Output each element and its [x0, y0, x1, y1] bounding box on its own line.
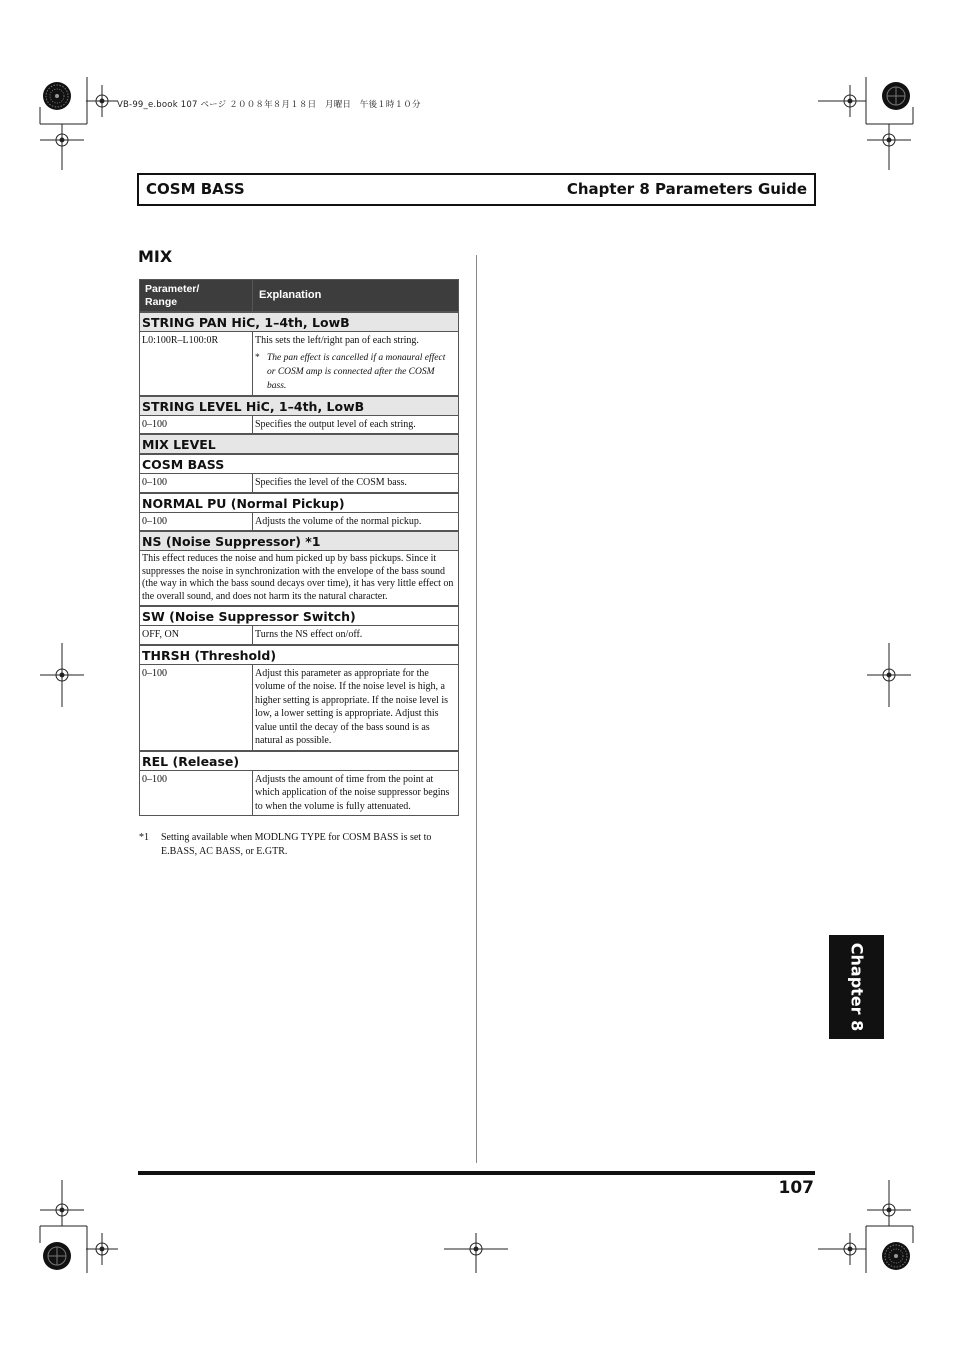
column-header-explanation: Explanation: [253, 280, 459, 313]
table-row: [140, 770, 459, 816]
caution-note: [255, 351, 456, 393]
explanation-cell: Adjusts the amount of time from the point at which application of the noise suppressor begins to when the volume is fully attenuated.: [253, 770, 459, 816]
running-header: [137, 173, 816, 206]
table-row: [140, 474, 459, 493]
section-title: MIX: [138, 247, 173, 266]
registration-mark: [818, 1233, 866, 1265]
parameter-heading-row: [140, 396, 459, 416]
footnote: [139, 831, 459, 859]
range-cell: L0:100R–L100:0R: [140, 332, 253, 396]
parameter-table: [139, 279, 459, 816]
explanation-cell: Specifies the output level of each string.: [253, 415, 459, 434]
chapter-tab: [829, 935, 884, 1039]
footnote-text: Setting available when MODLNG TYPE for COSM BASS is set to E.BASS, AC BASS, or E.GTR.: [161, 832, 432, 857]
registration-mark: [86, 1233, 118, 1265]
parameter-heading-row: [140, 751, 459, 771]
parameter-name: NORMAL PU (Normal Pickup): [140, 493, 459, 513]
range-cell: 0–100: [140, 474, 253, 493]
description-cell: This effect reduces the noise and hum picked up by bass pickups. Since it suppresses the noise in synchronization with the envelope of the bass sound (the way in which the bass sound decays over time), it has very little effect on the overall sound, and does not harm its the natural character.: [140, 551, 459, 607]
range-cell: 0–100: [140, 664, 253, 751]
registration-mark: [40, 124, 84, 170]
registration-mark: [444, 1233, 508, 1273]
parameter-name: COSM BASS: [140, 454, 459, 474]
parameter-name: SW (Noise Suppressor Switch): [140, 606, 459, 626]
parameter-name: STRING PAN HiC, 1–4th, LowB: [140, 312, 459, 332]
registration-mark: [40, 1180, 84, 1226]
table-row: [140, 551, 459, 607]
parameter-name: MIX LEVEL: [140, 434, 459, 454]
parameter-heading-row: [140, 606, 459, 626]
column-divider: [476, 255, 477, 1163]
range-cell: OFF, ON: [140, 626, 253, 645]
parameter-heading-row: [140, 454, 459, 474]
explanation-cell: Adjust this parameter as appropriate for the volume of the noise. If the noise level is high, a higher setting is appropriate. If the noise level is low, a lower setting is appropriate. Adjust this value until the decay of the bass sound is as natural as possible.: [253, 664, 459, 751]
footnote-mark: *1: [139, 832, 149, 843]
table-row: [140, 512, 459, 531]
registration-mark: [867, 1180, 911, 1226]
parameter-name: STRING LEVEL HiC, 1–4th, LowB: [140, 396, 459, 416]
explanation-cell: Adjusts the volume of the normal pickup.: [253, 512, 459, 531]
explanation-cell: Specifies the level of the COSM bass.: [253, 474, 459, 493]
explanation-cell: [253, 332, 459, 396]
chapter-tab-label: Chapter 8: [847, 942, 866, 1032]
parameter-heading-row: [140, 312, 459, 332]
parameter-heading-row: [140, 493, 459, 513]
table-row: [140, 332, 459, 396]
page-number: 107: [778, 1178, 814, 1198]
parameter-heading-row: [140, 434, 459, 454]
registration-mark: [867, 124, 911, 170]
table-row: [140, 415, 459, 434]
range-cell: 0–100: [140, 512, 253, 531]
explanation-text: This sets the left/right pan of each string.: [255, 335, 419, 346]
header-chapter: Chapter 8 Parameters Guide: [566, 180, 807, 198]
starburst-mark: [882, 82, 910, 110]
range-cell: 0–100: [140, 415, 253, 434]
parameter-name: THRSH (Threshold): [140, 645, 459, 665]
starburst-mark: [882, 1242, 910, 1270]
parameter-name: NS (Noise Suppressor) *1: [140, 531, 459, 551]
starburst-mark: [43, 82, 71, 110]
range-cell: 0–100: [140, 770, 253, 816]
parameter-heading-row: [140, 531, 459, 551]
column-header-parameter: Parameter/ Range: [140, 280, 253, 313]
explanation-cell: Turns the NS effect on/off.: [253, 626, 459, 645]
print-info: VB-99_e.book 107 ページ ２００８年８月１８日 月曜日 午後１時１０分: [117, 100, 421, 110]
registration-mark: [867, 643, 911, 707]
footer-rule: [138, 1171, 815, 1175]
table-header-row: [140, 280, 459, 313]
registration-mark: [40, 643, 84, 707]
header-section: COSM BASS: [146, 180, 245, 198]
table-row: [140, 664, 459, 751]
registration-mark: [86, 85, 118, 117]
starburst-mark: [43, 1242, 71, 1270]
parameter-name: REL (Release): [140, 751, 459, 771]
note-text: The pan effect is cancelled if a monaural effect or COSM amp is connected after the COSM bass.: [267, 352, 446, 391]
registration-mark: [818, 85, 866, 117]
parameter-heading-row: [140, 645, 459, 665]
note-mark: *: [255, 352, 260, 363]
table-row: [140, 626, 459, 645]
